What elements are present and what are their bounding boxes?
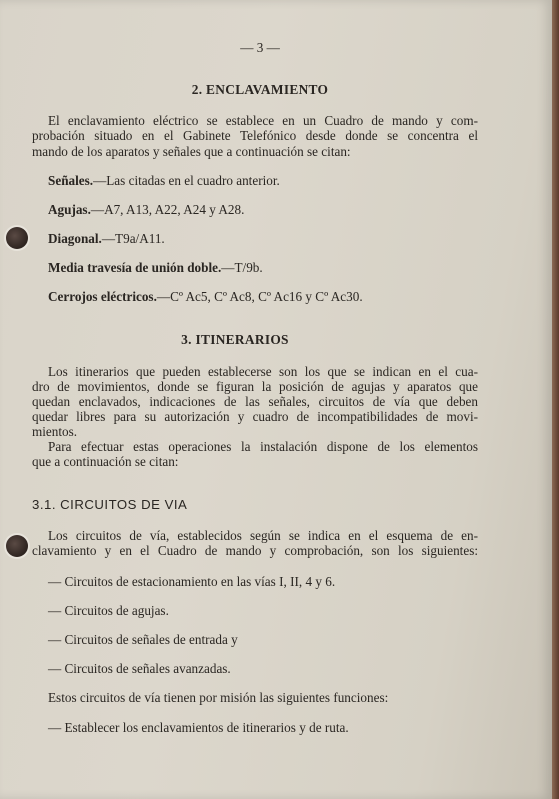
section-31-heading: 3.1. CIRCUITOS DE VIA	[32, 497, 188, 512]
section-2-intro-line: probación situado en el Gabinete Telefónico desde donde se concentra el	[32, 128, 478, 143]
section-31-para-line: clavamiento y en el Cuadro de mando y comprobación, son los siguientes:	[32, 543, 478, 558]
item-label: Cerrojos eléctricos.	[48, 289, 157, 304]
section-3-para-line: quedan enclavados, indicaciones de las señales, circuitos de vía que deben	[32, 394, 478, 409]
item-agujas	[48, 202, 244, 218]
item-media-travesia	[48, 260, 263, 276]
item-text: —Cº Ac5, Cº Ac8, Cº Ac16 y Cº Ac30.	[156, 289, 363, 304]
list-item: — Circuitos de estacionamiento en las vías I, II, 4 y 6.	[48, 574, 336, 589]
section-2-heading: 2. ENCLAVAMIENTO	[191, 82, 329, 97]
section-3-para-line: dro de movimientos, donde se figuran la posición de agujas y aparatos que	[32, 379, 478, 394]
section-3-para-line: quedar libres para su autorización y cuadro de incompatibilidades de movi-	[32, 409, 478, 424]
item-senales	[48, 173, 280, 189]
section-31-para-2: Estos circuitos de vía tienen por misión las siguientes funciones:	[48, 690, 389, 705]
item-label: Agujas.	[48, 202, 91, 217]
item-label: Señales.	[48, 173, 94, 188]
item-cerrojos	[48, 289, 363, 305]
list-item: — Establecer los enclavamientos de itinerarios y de ruta.	[48, 720, 349, 735]
list-item: — Circuitos de agujas.	[48, 603, 169, 618]
item-text: —A7, A13, A22, A24 y A28.	[90, 202, 245, 217]
section-3-para-line: Para efectuar estas operaciones la instalación dispone de los elementos	[48, 439, 478, 454]
section-3-para-line: que a continuación se citan:	[32, 454, 179, 469]
list-item: — Circuitos de señales de entrada y	[48, 632, 238, 647]
binder-hole-top	[6, 227, 28, 249]
binding-edge	[552, 0, 559, 799]
item-text: —Las citadas en el cuadro anterior.	[93, 173, 280, 188]
section-31-para-line: Los circuitos de vía, establecidos según se indica en el esquema de en-	[48, 528, 478, 543]
page-number: — 3 —	[240, 40, 280, 55]
item-label: Media travesía de unión doble.	[48, 260, 222, 275]
list-item: — Circuitos de señales avanzadas.	[48, 661, 231, 676]
section-3-heading: 3. ITINERARIOS	[181, 332, 289, 347]
section-2-intro-line: mando de los aparatos y señales que a continuación se citan:	[32, 144, 351, 159]
item-label: Diagonal.	[48, 231, 102, 246]
item-diagonal	[48, 231, 165, 247]
section-2-intro-line: El enclavamiento eléctrico se establece en un Cuadro de mando y com-	[48, 113, 478, 128]
section-3-para-line: mientos.	[32, 424, 78, 439]
section-3-para-line: Los itinerarios que pueden establecerse son los que se indican en el cua-	[48, 364, 478, 379]
item-text: —T9a/A11.	[101, 231, 165, 246]
item-text: —T/9b.	[221, 260, 263, 275]
binder-hole-bottom	[6, 535, 28, 557]
